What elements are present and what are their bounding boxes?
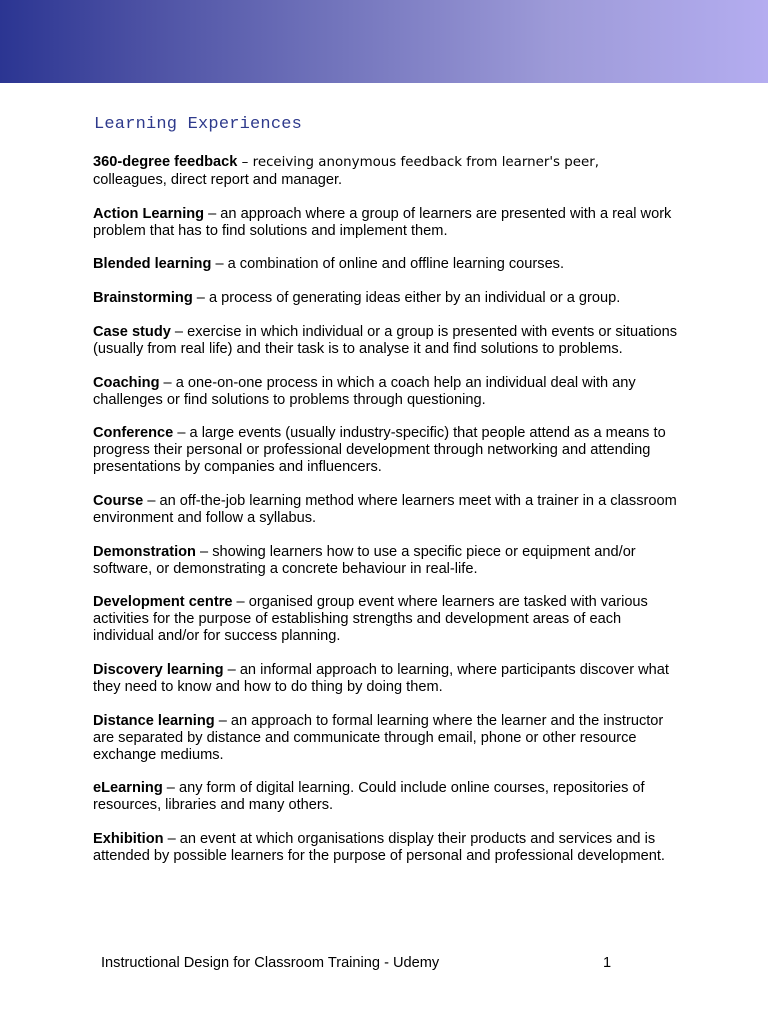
entry-definition: – a large events (usually industry-specific) that people attend as a means to progress their personal or professional development through networking and attending presentations by companies and influencers. [93,425,666,476]
glossary-entry [93,662,683,696]
entry-definition-continued: colleagues, direct report and manager. [93,171,343,188]
entry-term: Exhibition [93,831,164,848]
entry-term: Action Learning [93,205,205,222]
entry-definition: – an approach where a group of learners are presented with a real work problem that has to find solutions and implement them. [93,205,672,239]
entry-definition: – a one-on-one process in which a coach help an individual deal with any challenges or find solutions to problems through questioning. [93,374,636,408]
glossary-entry [93,154,683,189]
entry-definition: – showing learners how to use a specific piece or equipment and/or software, or demonstrating a concrete behaviour in real-life. [93,543,636,577]
entry-term: eLearning [93,780,163,797]
entry-definition: – receiving anonymous feedback from learner's peer, [237,155,600,170]
glossary-entry [93,493,683,527]
entry-term: Development centre [93,594,233,611]
glossary-entry [93,290,683,307]
page-title: Learning Experiences [94,115,303,134]
entry-term: Brainstorming [93,290,193,307]
glossary-entry [93,425,683,476]
glossary-entry [93,544,683,578]
glossary-entry [93,324,683,358]
entry-definition: – a process of generating ideas either by an individual or a group. [192,290,621,307]
glossary-entry [93,256,683,273]
entry-term: Demonstration [93,543,196,560]
entry-definition: – exercise in which individual or a group is presented with events or situations (usually from real life) and their task is to analyse it and find solutions to problems. [93,324,678,357]
entry-definition: – a combination of online and offline learning courses. [211,256,565,273]
glossary-entry [93,206,683,240]
entry-definition: – an off-the-job learning method where learners meet with a trainer in a classroom environment and follow a syllabus. [93,493,677,526]
entry-definition: – any form of digital learning. Could include online courses, repositories of resources, libraries and many others. [93,780,645,814]
glossary-entry [93,713,683,764]
glossary-list [93,154,683,882]
entry-term: Coaching [93,374,160,391]
entry-term: Blended learning [93,256,212,273]
entry-term: Case study [93,324,171,340]
entry-definition: – an event at which organisations display their products and services and is attended by possible learners for the purpose of personal and professional development. [93,831,665,864]
entry-definition: – an approach to formal learning where the learner and the instructor are separated by distance and communicate through email, phone or other resource exchange mediums. [93,712,664,763]
glossary-entry [93,831,683,865]
glossary-entry [93,375,683,409]
entry-term: 360-degree feedback [93,154,238,170]
glossary-entry [93,594,683,645]
glossary-entry [93,780,683,814]
entry-term: Course [93,493,144,510]
header-band [0,0,768,83]
entry-definition: – an informal approach to learning, where participants discover what they need to know and how to do thing by doing them. [93,662,669,695]
page-number: 1 [603,955,612,971]
entry-term: Discovery learning [93,662,224,679]
footer-text: Instructional Design for Classroom Training - Udemy [101,955,440,971]
entry-term: Conference [93,425,174,442]
entry-definition: – organised group event where learners are tasked with various activities for the purpose of establishing strengths and development areas of each individual and/or for success planning. [93,594,648,645]
entry-term: Distance learning [93,712,215,729]
